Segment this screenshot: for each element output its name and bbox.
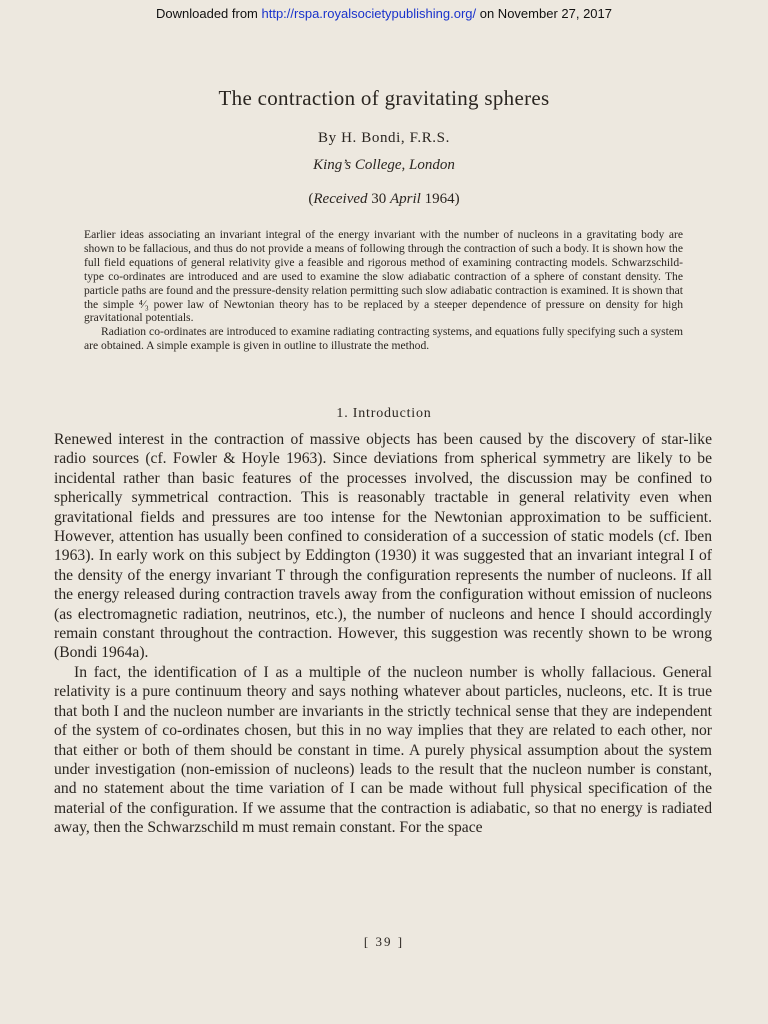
body-text: [54, 430, 712, 838]
author-line: By H. Bondi, F.R.S.: [318, 130, 450, 146]
journal-link[interactable]: http://rspa.royalsocietypublishing.org/: [261, 6, 477, 21]
section-heading: 1. Introduction: [336, 406, 432, 421]
paper-title: The contraction of gravitating spheres: [218, 86, 550, 110]
abstract: [84, 228, 683, 353]
received-year: 1964): [420, 191, 460, 207]
received-label: Received: [313, 191, 368, 207]
received-day: 30: [367, 191, 391, 207]
download-notice: [0, 6, 768, 21]
affiliation: King’s College, London: [313, 157, 455, 173]
received-date: [0, 191, 768, 208]
body-paragraph-2: In fact, the identification of I as a multiple of the nucleon number is wholly fallacious. General relativity is a pure continuum theory and says nothing whatever about particles, nucleons, etc. It is true that both I and the nucleon number are invariants in the strictly technical sense that they are independent of the system of co-ordinates chosen, but this in no way implies that they are related to each other, nor that either or both of them should be constant in time. A purely physical assumption about the system under investigation (non-emission of nucleons) leads to the result that the nucleon number is constant, and no statement about the time variation of I can be made without full physical specification of the material of the configuration. If we assume that the contraction is adiabatic, so that no energy is radiated away, then the Schwarzschild m must remain constant. For the space: [54, 663, 712, 837]
received-open: (: [308, 191, 314, 207]
download-prefix: Downloaded from: [156, 6, 262, 21]
received-month: April: [390, 191, 421, 207]
abstract-paragraph-2: Radiation co-ordinates are introduced to examine radiating contracting systems, and equations fully specifying such a system are obtained. A simple example is given in outline to illustrate the method.: [84, 325, 683, 353]
page-number: [ 39 ]: [363, 934, 405, 949]
body-paragraph-1: Renewed interest in the contraction of massive objects has been caused by the discovery of star-like radio sources (cf. Fowler & Hoyle 1963). Since deviations from spherical symmetry are likely to be incidental rather than basic features of the processes involved, the discussion may be confined to spherically symmetrical contraction. This is reasonably tractable in general relativity even when gravitational fields and pressures are too intense for the Newtonian approximation to be sufficient. However, attention has usually been confined to consideration of a succession of static models (cf. Iben 1963). In early work on this subject by Eddington (1930) it was suggested that an invariant integral I of the density of the energy invariant T through the configuration represents the number of nucleons. If all the energy released during contraction travels away from the configuration without emission of nucleons (as electromagnetic radiation, neutrinos, etc.), the number of nucleons and hence I should accordingly remain constant throughout the contraction. However, this suggestion was recently shown to be wrong (Bondi 1964a).: [54, 431, 712, 662]
download-suffix: on November 27, 2017: [476, 6, 612, 21]
abstract-paragraph-1: Earlier ideas associating an invariant integral of the energy invariant with the number of nucleons in a gravitating body are shown to be fallacious, and thus do not provide a means of following through the contraction of such a body. It is shown how the full field equations of general relativity give a feasible and rigorous method of examining contracting models. Schwarzschild-type co-ordinates are introduced and are used to examine the slow adiabatic contraction of a sphere of constant density. The particle paths are found and the pressure-density relation permitting such slow adiabatic contraction is examined. It is shown that the simple ⁴⁄₃ power law of Newtonian theory has to be replaced by a steeper dependence of pressure on density for high gravitational potentials.: [84, 228, 683, 325]
